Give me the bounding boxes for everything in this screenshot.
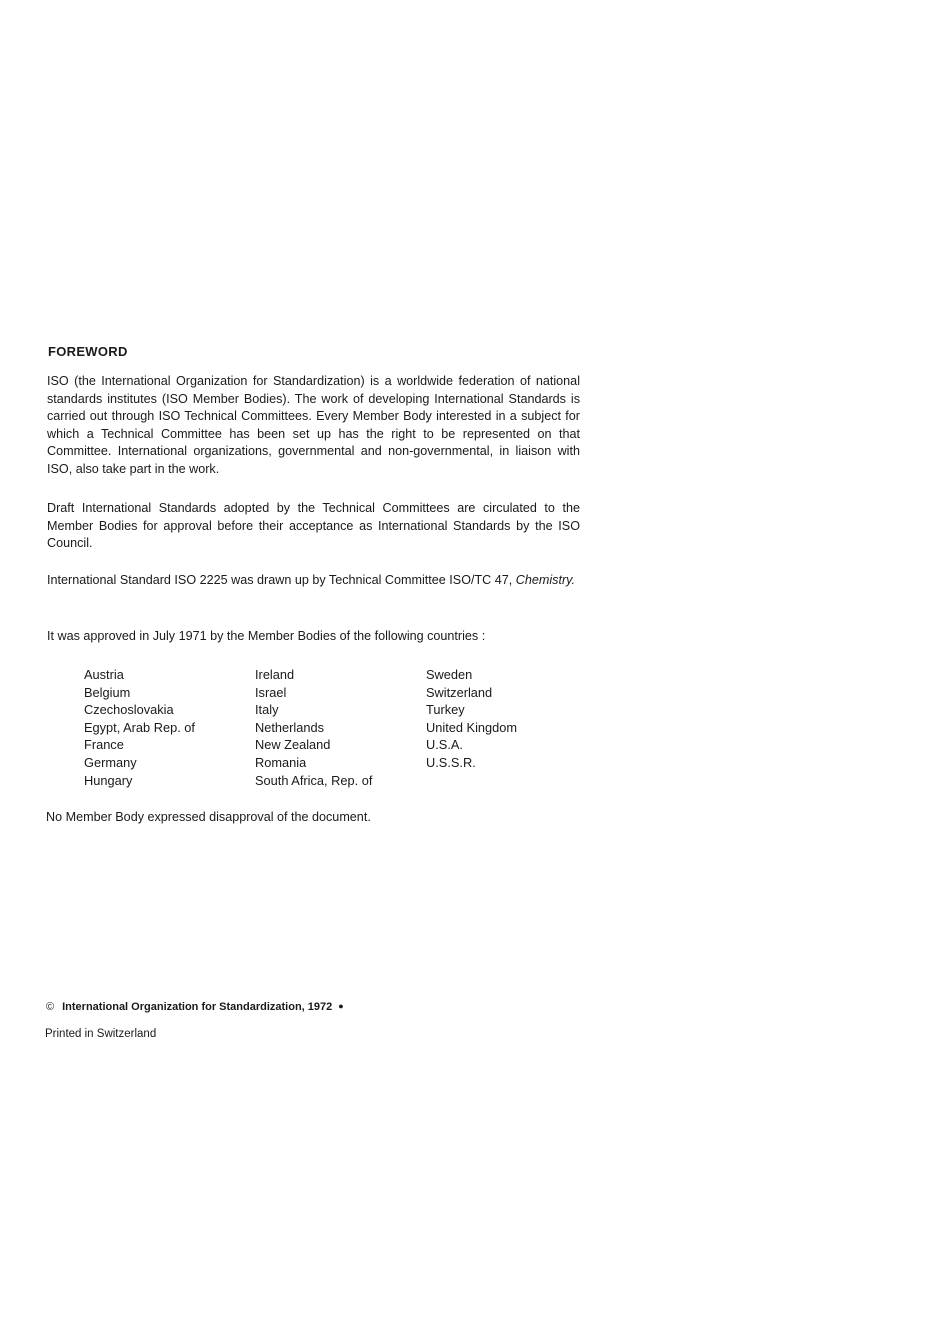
foreword-paragraph-standard-origin: [47, 572, 580, 590]
copyright-text: International Organization for Standardization, 1972: [62, 1001, 333, 1013]
country-item: Italy: [255, 702, 279, 718]
country-item: Turkey: [426, 702, 465, 718]
foreword-paragraph-iso-description: ISO (the International Organization for Standardization) is a worldwide federation of national standards institutes (ISO Member Bodies). The work of developing International Standards is carried out through ISO Technical Committees. Every Member Body interested in a subject for which a Technical Committee has been set up has the right to be represented on that Committee. International organizations, governmental and non-governmental, in liaison with ISO, also take part in the work.: [47, 374, 580, 476]
country-item: France: [84, 737, 124, 753]
country-item: Belgium: [84, 684, 131, 700]
country-item: South Africa, Rep. of: [255, 772, 373, 788]
country-item: Austria: [84, 667, 124, 682]
country-item: Czechoslovakia: [84, 702, 174, 718]
printed-location: Printed in Switzerland: [45, 1028, 157, 1040]
country-item: Sweden: [426, 667, 473, 682]
country-item: U.S.S.R.: [426, 754, 476, 770]
country-item: New Zealand: [255, 737, 331, 753]
copyright-icon: ©: [46, 1001, 55, 1013]
country-item: United Kingdom: [426, 719, 518, 735]
foreword-paragraph-approval: It was approved in July 1971 by the Member Bodies of the following countries :: [47, 629, 486, 643]
bullet-icon: ●: [338, 1001, 344, 1011]
country-item: Netherlands: [255, 719, 325, 735]
country-item: Egypt, Arab Rep. of: [84, 719, 195, 735]
foreword-paragraph-draft-standards: Draft International Standards adopted by the Technical Committees are circulated to the Member Bodies for approval before their acceptance as International Standards by the ISO Council.: [47, 501, 580, 551]
country-item: Germany: [84, 754, 137, 770]
country-item: Ireland: [255, 667, 295, 682]
country-item: Israel: [255, 684, 287, 700]
country-item: Romania: [255, 754, 307, 770]
country-item: Hungary: [84, 772, 133, 788]
copyright-notice: [46, 1001, 344, 1013]
country-item: Switzerland: [426, 684, 493, 700]
country-column-2: [255, 666, 372, 789]
country-column-1: [84, 666, 195, 789]
standard-origin-text: International Standard ISO 2225 was drawn up by Technical Committee ISO/TC 47,: [47, 573, 516, 587]
foreword-heading: FOREWORD: [48, 344, 128, 359]
country-column-3: [426, 666, 517, 772]
country-item: U.S.A.: [426, 737, 463, 753]
committee-name: Chemistry.: [515, 573, 576, 587]
foreword-paragraph-no-disapproval: No Member Body expressed disapproval of the document.: [46, 810, 371, 824]
